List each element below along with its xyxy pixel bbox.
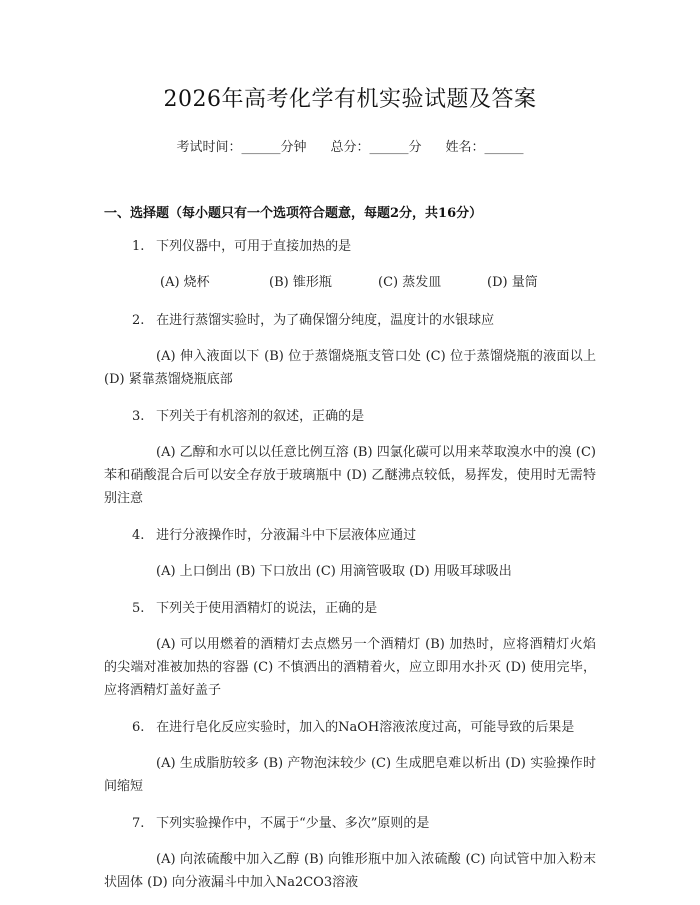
page-title: 2026年高考化学有机实验试题及答案 — [163, 87, 537, 112]
question-text: 在进行皂化反应实验时，加入的NaOH溶液浓度过高，可能导致的后果是 — [156, 720, 575, 735]
question-text: 下列关于有机溶剂的叙述，正确的是 — [156, 409, 365, 424]
exam-info — [104, 136, 596, 155]
option-c: (C) 蒸发皿 — [378, 275, 442, 290]
question-options: (A) 乙醇和水可以以任意比例互溶 (B) 四氯化碳可以用来萃取溴水中的溴 (C) 苯和硝酸混合后可以安全存放于玻璃瓶中 (D) 乙醚沸点较低，易挥发，使用时无需特别注意 — [104, 445, 596, 506]
question-text: 进行分液操作时，分液漏斗中下层液体应通过 — [156, 528, 417, 543]
question-stem — [104, 524, 596, 548]
question-number: 4. — [132, 528, 145, 543]
question — [104, 812, 596, 894]
question-stem — [104, 405, 596, 429]
question — [104, 309, 596, 391]
question-number: 1. — [132, 239, 145, 254]
question-number: 6. — [132, 720, 145, 735]
question-text: 下列实验操作中，不属于“少量、多次”原则的是 — [156, 816, 430, 831]
question — [104, 235, 596, 295]
question-text: 在进行蒸馏实验时，为了确保馏分纯度，温度计的水银球应 — [156, 313, 495, 328]
option-a: (A) 烧杯 — [160, 275, 210, 290]
question — [104, 716, 596, 798]
question-number: 2. — [132, 313, 145, 328]
question-options: (A) 上口倒出 (B) 下口放出 (C) 用滴管吸取 (D) 用吸耳球吸出 — [156, 564, 512, 579]
name-field: 姓名：______ — [445, 140, 524, 155]
question-options: (A) 向浓硫酸中加入乙醇 (B) 向锥形瓶中加入浓硫酸 (C) 向试管中加入粉末状固体 (D) 向分液漏斗中加入Na2CO3溶液 — [104, 852, 596, 890]
question-stem — [104, 235, 596, 259]
question-options: (A) 生成脂肪较多 (B) 产物泡沫较少 (C) 生成肥皂难以析出 (D) 实验操作时间缩短 — [104, 756, 596, 794]
question-options: (A) 伸入液面以下 (B) 位于蒸馏烧瓶支管口处 (C) 位于蒸馏烧瓶的液面以上 (D) 紧靠蒸馏烧瓶底部 — [104, 349, 596, 387]
question-options — [104, 271, 596, 295]
question-text: 下列关于使用酒精灯的说法，正确的是 — [156, 601, 378, 616]
section-heading: 一、选择题（每小题只有一个选项符合题意，每题2分，共16分） — [104, 206, 483, 221]
exam-time-field: 考试时间：______分钟 — [176, 140, 307, 155]
question-stem — [104, 812, 596, 836]
question-number: 3. — [132, 409, 145, 424]
question-options: (A) 可以用燃着的酒精灯去点燃另一个酒精灯 (B) 加热时，应将酒精灯火焰的尖端对准被加热的容器 (C) 不慎洒出的酒精着火，应立即用水扑灭 (D) 使用完毕，应将酒精灯盖好盖子 — [104, 637, 596, 698]
option-d: (D) 量筒 — [487, 275, 538, 290]
question — [104, 597, 596, 702]
question — [104, 524, 596, 583]
question-number: 5. — [132, 601, 145, 616]
total-score-field: 总分：______分 — [330, 140, 422, 155]
question-stem — [104, 309, 596, 333]
option-b: (B) 锥形瓶 — [269, 275, 332, 290]
question-number: 7. — [132, 816, 145, 831]
question — [104, 405, 596, 510]
question-stem — [104, 716, 596, 740]
question-stem — [104, 597, 596, 621]
question-text: 下列仪器中，可用于直接加热的是 — [156, 239, 352, 254]
